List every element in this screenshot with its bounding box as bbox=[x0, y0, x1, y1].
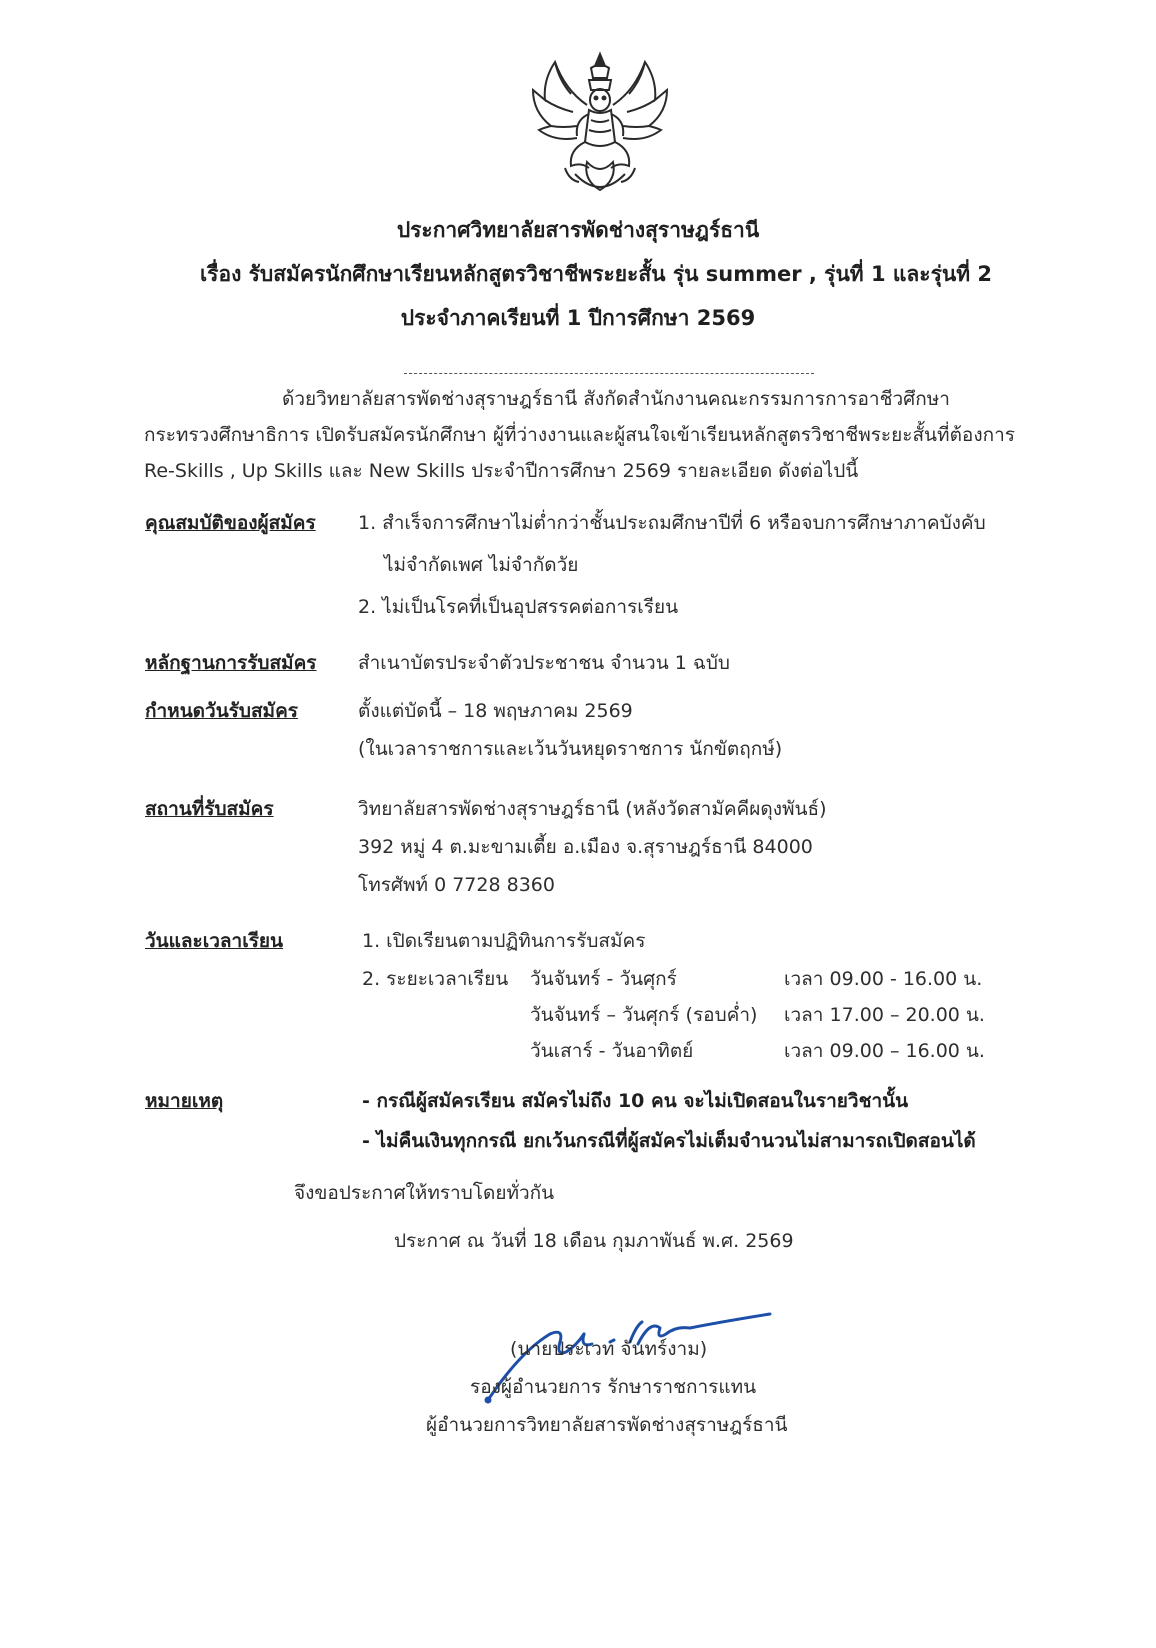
schedule-row-time: เวลา 09.00 – 16.00 น. bbox=[784, 1040, 985, 1062]
signatory-position-1: รองผู้อำนวยการ รักษาราชการแทน bbox=[470, 1376, 757, 1398]
deadline-line-2: (ในเวลาราชการและเว้นวันหยุดราชการ นักขัตฤกษ์) bbox=[358, 738, 783, 760]
intro-line-1: ด้วยวิทยาลัยสารพัดช่างสุราษฎร์ธานี สังกัดสำนักงานคณะกรรมการการอาชีวศึกษา bbox=[282, 388, 950, 410]
qualification-item-2: 2. ไม่เป็นโรคที่เป็นอุปสรรคต่อการเรียน bbox=[358, 596, 679, 618]
location-label: สถานที่รับสมัคร bbox=[145, 798, 274, 820]
qualification-item-1: 1. สำเร็จการศึกษาไม่ต่ำกว่าชั้นประถมศึกษาปีที่ 6 หรือจบการศึกษาภาคบังคับ bbox=[358, 512, 986, 534]
title-divider bbox=[404, 373, 814, 374]
signatory-name: (นายประเวท จันทร์งาม) bbox=[510, 1338, 708, 1360]
remark-line-1: - กรณีผู้สมัครเรียน สมัครไม่ถึง 10 คน จะไม่เปิดสอนในรายวิชานั้น bbox=[362, 1090, 909, 1112]
schedule-row-time: เวลา 09.00 - 16.00 น. bbox=[784, 968, 983, 990]
documents-label: หลักฐานการรับสมัคร bbox=[145, 652, 317, 674]
remark-line-2: - ไม่คืนเงินทุกกรณี ยกเว้นกรณีที่ผู้สมัครไม่เต็มจำนวนไม่สามารถเปิดสอนได้ bbox=[362, 1130, 976, 1152]
schedule-row-days: วันเสาร์ - วันอาทิตย์ bbox=[530, 1040, 694, 1062]
deadline-line-1: ตั้งแต่บัดนี้ – 18 พฤษภาคม 2569 bbox=[358, 700, 633, 722]
schedule-row-days: วันจันทร์ – วันศุกร์ (รอบค่ำ) bbox=[530, 1004, 758, 1026]
schedule-item-1: 1. เปิดเรียนตามปฏิทินการรับสมัคร bbox=[362, 930, 646, 952]
announcement-title: ประกาศวิทยาลัยสารพัดช่างสุราษฎร์ธานี bbox=[396, 218, 760, 242]
schedule-label: วันและเวลาเรียน bbox=[145, 930, 284, 952]
documents-value: สำเนาบัตรประจำตัวประชาชน จำนวน 1 ฉบับ bbox=[358, 652, 730, 674]
announcement-subject: เรื่อง รับสมัครนักศึกษาเรียนหลักสูตรวิชาชีพระยะสั้น รุ่น summer , รุ่นที่ 1 และรุ่นที่ 2 bbox=[200, 262, 992, 286]
intro-line-3: Re-Skills , Up Skills และ New Skills ประจำปีการศึกษา 2569 รายละเอียด ดังต่อไปนี้ bbox=[144, 460, 859, 482]
announcement-date: ประกาศ ณ วันที่ 18 เดือน กุมภาพันธ์ พ.ศ. 2569 bbox=[394, 1230, 794, 1252]
schedule-item-2-label: 2. ระยะเวลาเรียน bbox=[362, 968, 509, 990]
closing-line: จึงขอประกาศให้ทราบโดยทั่วกัน bbox=[294, 1182, 555, 1204]
location-line-2: 392 หมู่ 4 ต.มะขามเตี้ย อ.เมือง จ.สุราษฎร์ธานี 84000 bbox=[358, 836, 813, 858]
deadline-label: กำหนดวันรับสมัคร bbox=[145, 700, 298, 722]
intro-line-2: กระทรวงศึกษาธิการ เปิดรับสมัครนักศึกษา ผู้ที่ว่างงานและผู้สนใจเข้าเรียนหลักสูตรวิชาชีพระยะสั้นที่ต้องการ bbox=[144, 424, 1015, 446]
qualifications-label: คุณสมบัติของผู้สมัคร bbox=[145, 512, 316, 534]
garuda-emblem-icon bbox=[525, 50, 675, 200]
qualification-item-1-cont: ไม่จำกัดเพศ ไม่จำกัดวัย bbox=[384, 554, 579, 576]
signatory-position-2: ผู้อำนวยการวิทยาลัยสารพัดช่างสุราษฎร์ธานี bbox=[426, 1414, 788, 1436]
schedule-row-days: วันจันทร์ - วันศุกร์ bbox=[530, 968, 677, 990]
location-line-1: วิทยาลัยสารพัดช่างสุราษฎร์ธานี (หลังวัดสามัคคีผดุงพันธ์) bbox=[358, 798, 827, 820]
announcement-semester: ประจำภาคเรียนที่ 1 ปีการศึกษา 2569 bbox=[400, 306, 756, 330]
remarks-label: หมายเหตุ bbox=[145, 1090, 224, 1112]
location-phone: โทรศัพท์ 0 7728 8360 bbox=[358, 874, 555, 896]
schedule-row-time: เวลา 17.00 – 20.00 น. bbox=[784, 1004, 985, 1026]
